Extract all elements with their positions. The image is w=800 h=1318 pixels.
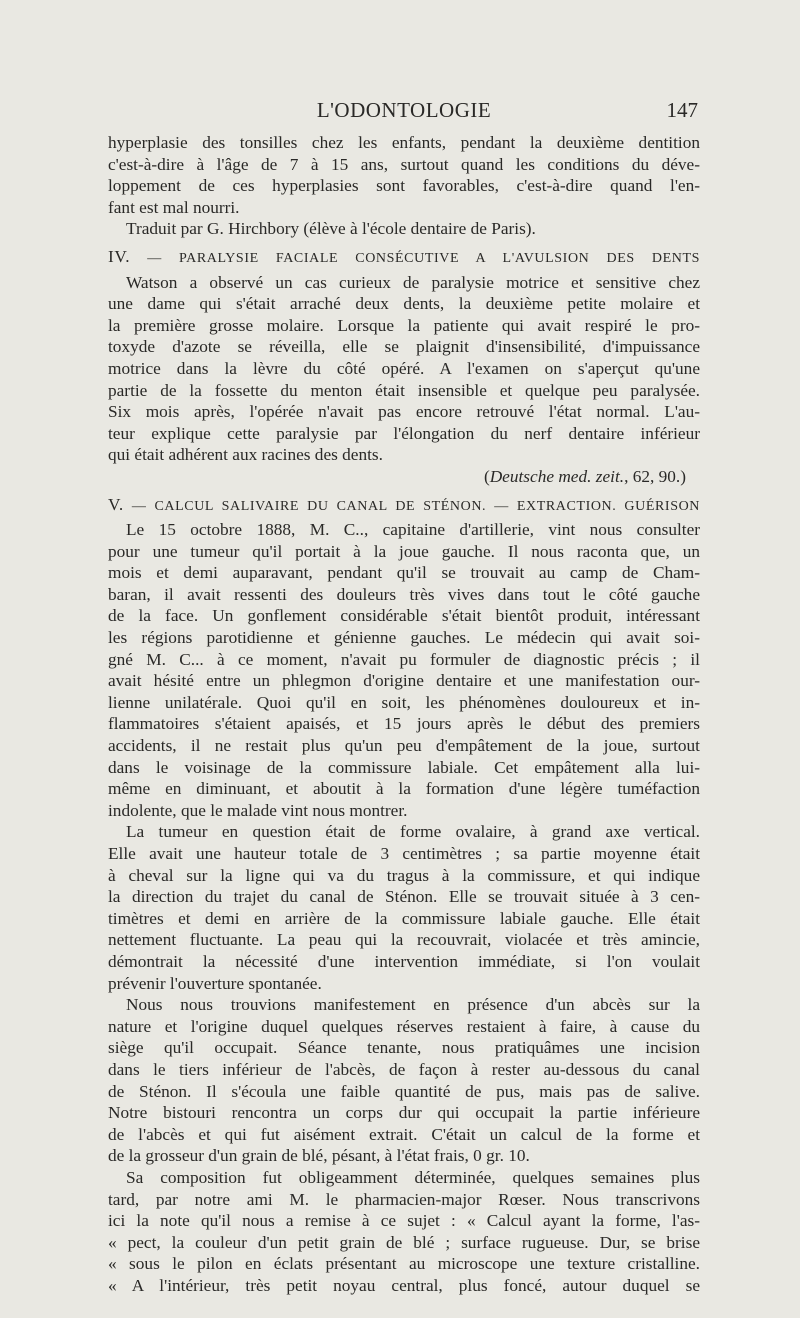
text-line: ici la note qu'il nous a remise à ce sujet : « Calcul ayant la forme, l'as- [108,1211,700,1231]
text-line: partie de la fossette du menton était insensible et quelque peu paralysée. [108,380,700,400]
text-line: la première grosse molaire. Lorsque la patiente qui avait respiré le pro- [108,315,700,335]
text-line: « pect, la couleur d'un petit grain de blé ; surface rugueuse. Dur, se brise [108,1232,700,1252]
text-line: timètres et demi en arrière de la commissure labiale gauche. Elle était [108,908,700,928]
text-line: une dame qui s'était arraché deux dents, la deuxième petite molaire et [108,294,700,314]
paragraph [108,994,700,1167]
text-line: les régions parotidienne et génienne gauches. Le médecin qui avait soi- [108,628,700,648]
text-line: de la grosseur d'un grain de blé, pésant, à l'état frais, 0 gr. 10. [108,1146,530,1166]
text-line: à cheval sur la ligne qui va du tragus à la commissure, et qui indique [108,865,700,885]
text-line: flammatoires s'étaient apaisés, et 15 jours après le début des premiers [108,714,700,734]
text-line: hyperplasie des tonsilles chez les enfants, pendant la deuxième dentition [108,133,700,152]
page-header [108,98,700,124]
text-line: dans le tiers inférieur de l'abcès, de façon à rester au-dessous du canal [108,1059,700,1079]
text-line: nature et l'origine duquel quelques réserves restaient à faire, à cause du [108,1016,700,1036]
text-line: gné M. C... à ce moment, n'avait pu formuler de diagnostic précis ; il [108,649,700,669]
text-line: loppement de ces hyperplasies sont favorables, c'est-à-dire quand l'en- [108,176,700,196]
text-line: indolente, que le malade vint nous montrer. [108,800,408,820]
page-number: 147 [666,98,698,122]
text-line: qui était adhérent aux racines des dents. [108,445,383,465]
text-line: nettement fluctuante. La peau qui la recouvrait, violacée et très amincie, [108,930,700,950]
text-line: avait hésité entre un phlegmon d'origine dentaire et une manifestation our- [108,671,700,691]
paragraph [108,821,700,994]
paragraph [108,1167,700,1297]
text-line: teur explique cette paralysie par l'élongation du nerf dentaire inférieur [108,423,700,443]
text-line: motrice dans la lèvre du côté opéré. A l'examen on s'aperçut qu'une [108,358,700,378]
text-line: Six mois après, l'opérée n'avait pas encore retrouvé l'état normal. L'au- [108,402,700,422]
section-heading [108,246,700,268]
text-line: « A l'intérieur, très petit noyau central, plus foncé, autour duquel se [108,1275,700,1295]
paragraph [108,272,700,466]
section-number: V. [108,494,124,514]
text-line: Elle avait une hauteur totale de 3 centimètres ; sa partie moyenne était [108,844,700,863]
text-line: fant est mal nourri. [108,197,240,217]
text-line: dans le voisinage de la commissure labiale. Cet empâtement alla lui- [108,757,700,777]
text-line: Le 15 octobre 1888, M. C.., capitaine d'artillerie, vint nous consulter [126,520,700,540]
text-line: « sous le pilon en éclats présentant au microscope une texture cristalline. [108,1254,700,1274]
section-title: — PARALYSIE FACIALE CONSÉCUTIVE A L'AVULSION DES DENTS [130,250,700,266]
text-line: de Sténon. Il s'écoula une faible quantité de pus, mais pas de salive. [108,1081,700,1101]
text-line: baran, il avait ressenti des douleurs très vives dans tout le côté gauche [108,584,700,604]
text-line: démontrait la nécessité d'une intervention immédiate, si l'on voulait [108,951,700,971]
text-line: accidents, il ne restait plus qu'un peu d'empâtement de la joue, surtout [108,736,700,756]
text-line: pour une tumeur qu'il portait à la joue gauche. Il nous raconta que, un [108,541,700,561]
text-line: de la face. Un gonflement considérable s'était bientôt produit, intéressant [108,606,700,626]
text-line: même en diminuant, et aboutit à la formation d'une légère tuméfaction [108,779,700,799]
paragraph [108,519,700,821]
text-line: Watson a observé un cas curieux de paralysie motrice et sensitive chez [126,272,700,292]
text-line: tard, par notre ami M. le pharmacien-major Rœser. Nous transcrivons [108,1189,700,1209]
section-number: IV. [108,246,131,266]
paragraph [108,132,700,218]
text-line: La tumeur en question était de forme ovalaire, à grand axe vertical. [126,822,700,842]
section-title: — CALCUL SALIVAIRE DU CANAL DE STÉNON. — EXTRACTION. GUÉRISON [123,498,700,514]
text-line: Traduit par G. Hirchbory (élève à l'école dentaire de Paris). [126,219,536,239]
running-title: L'ODONTOLOGIE [316,98,492,122]
text-line: toxyde d'azote se réveilla, elle se plaignit d'insensibilité, d'impuissance [108,337,700,357]
text-line: c'est-à-dire à l'âge de 7 à 15 ans, surtout quand les conditions du déve- [108,154,700,174]
text-line: la direction du trajet du canal de Sténon. Elle se trouvait située à 3 cen- [108,887,700,907]
page-body [108,132,700,1296]
text-line: Sa composition fut obligeamment déterminée, quelques semaines plus [126,1167,700,1187]
citation: (Deutsche med. zeit., 62, 90.) [483,466,686,486]
text-line: mois et demi auparavant, pendant qu'il se trouvait au camp de Cham- [108,563,700,583]
text-line: lienne unilatérale. Quoi qu'il en soit, les phénomènes douloureux et in- [108,692,700,712]
text-line: de l'abcès et qui fut aisément extrait. C'était un calcul de la forme et [108,1124,700,1144]
text-line: prévenir l'ouverture spontanée. [108,973,322,993]
text-line: Nous nous trouvions manifestement en présence d'un abcès sur la [126,995,700,1015]
text-line: siège qu'il occupait. Séance tenante, nous pratiquâmes une incision [108,1038,700,1058]
text-line: Notre bistouri rencontra un corps dur qui occupait la partie inférieure [108,1103,700,1123]
paragraph [108,218,700,240]
section-heading [108,494,700,516]
